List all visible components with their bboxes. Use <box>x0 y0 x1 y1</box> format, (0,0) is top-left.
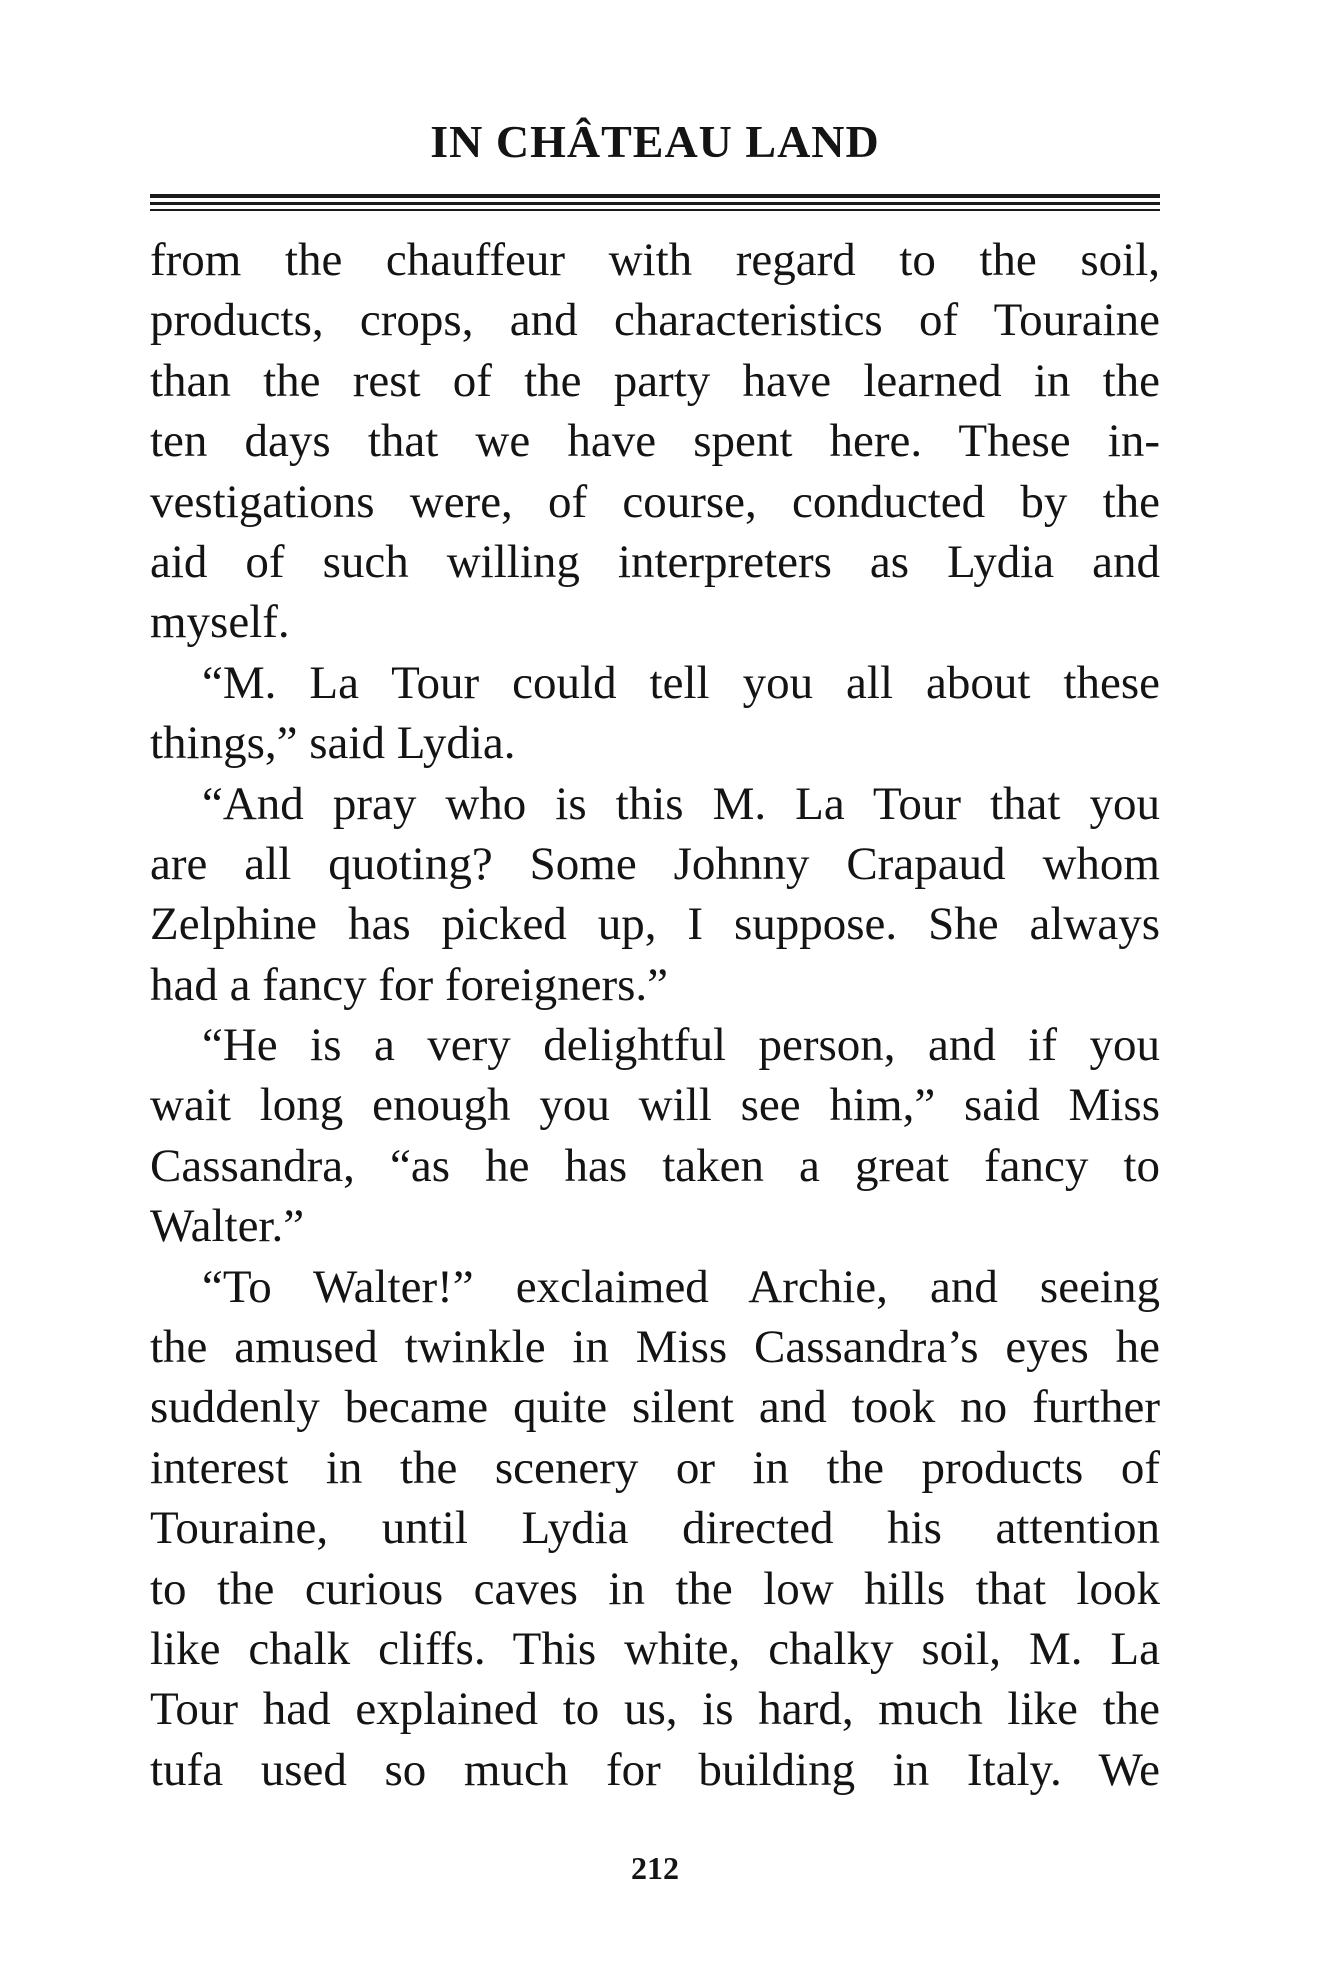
header-rule-bottom <box>150 209 1160 211</box>
header-rule-top <box>150 194 1160 198</box>
text-line: suddenly became quite silent and took no further <box>150 1381 1160 1434</box>
page-number: 212 <box>631 1850 679 1886</box>
text-line: the amused twinkle in Miss Cassandra’s eyes he <box>150 1321 1160 1374</box>
text-line: to the curious caves in the low hills that look <box>150 1562 1160 1615</box>
text-line: interest in the scenery or in the products of <box>150 1441 1160 1494</box>
text-line: Zelphine has picked up, I suppose. She always <box>150 898 1160 951</box>
text-line: things,” said Lydia. <box>150 717 516 770</box>
text-line: had a fancy for foreigners.” <box>150 958 669 1011</box>
text-line: than the rest of the party have learned in the <box>150 354 1160 407</box>
text-line: “He is a very delightful person, and if you <box>202 1019 1160 1072</box>
text-line: wait long enough you will see him,” said Miss <box>150 1079 1160 1132</box>
text-line: are all quoting? Some Johnny Crapaud whom <box>150 837 1160 890</box>
text-line: like chalk cliffs. This white, chalky soil, M. La <box>150 1622 1160 1675</box>
text-line: Tour had explained to us, is hard, much like the <box>150 1683 1160 1736</box>
text-line: products, crops, and characteristics of Touraine <box>150 294 1160 347</box>
text-line: Cassandra, “as he has taken a great fancy to <box>150 1139 1160 1192</box>
book-page <box>150 0 1160 1988</box>
text-line: Walter.” <box>150 1200 305 1253</box>
text-line: vestigations were, of course, conducted by the <box>150 475 1160 528</box>
text-line: Touraine, until Lydia directed his attention <box>150 1502 1160 1555</box>
text-line: ten days that we have spent here. These in- <box>150 415 1160 468</box>
running-head: IN CHÂTEAU LAND <box>430 116 880 167</box>
text-line: myself. <box>150 596 290 649</box>
text-line: “And pray who is this M. La Tour that you <box>202 777 1160 830</box>
body-text <box>150 230 1160 1800</box>
text-line: “To Walter!” exclaimed Archie, and seeing <box>202 1260 1160 1313</box>
text-line: aid of such willing interpreters as Lydia and <box>150 535 1160 588</box>
header-rule-middle <box>150 202 1160 205</box>
text-line: tufa used so much for building in Italy. We <box>150 1743 1160 1796</box>
text-line: from the chauffeur with regard to the soil, <box>150 234 1160 286</box>
text-line: “M. La Tour could tell you all about these <box>202 656 1160 709</box>
